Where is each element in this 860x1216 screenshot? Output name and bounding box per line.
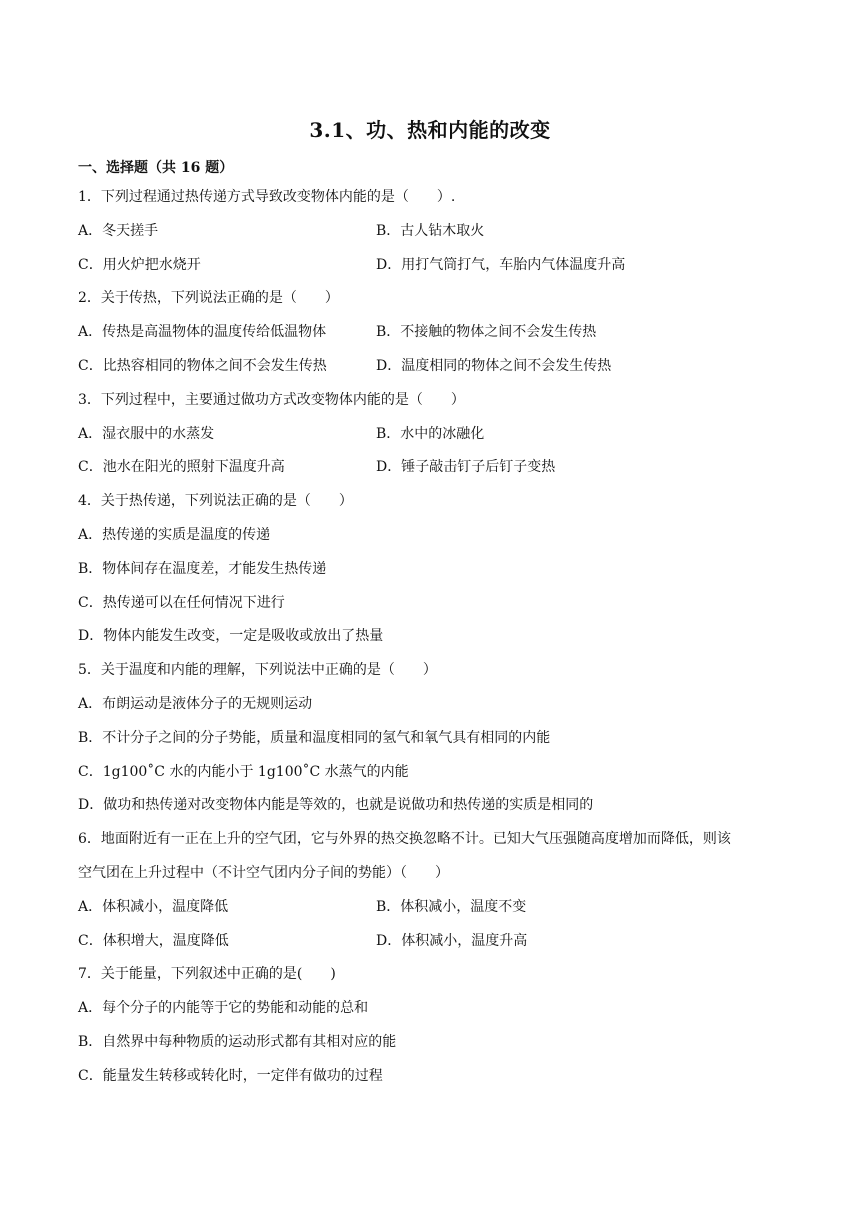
option-row xyxy=(78,891,788,925)
option-c: C．体积增大，温度降低 xyxy=(78,932,229,949)
option-c: C．池水在阳光的照射下温度升高 xyxy=(78,459,285,476)
question-stem: 2．关于传热，下列说法正确的是（ ） xyxy=(78,290,339,307)
option-b: B．不接触的物体之间不会发生传热 xyxy=(376,324,597,341)
option-a: A．体积减小，温度降低 xyxy=(78,898,229,915)
option-c: C．1g100˚C 水的内能小于 1g100˚C 水蒸气的内能 xyxy=(78,763,409,780)
option-b: B．物体间存在温度差，才能发生热传递 xyxy=(78,560,327,577)
question-7 xyxy=(78,958,788,1093)
option-row xyxy=(78,418,788,452)
option-d: D．做功和热传递对改变物体内能是等效的，也就是说做功和热传递的实质是相同的 xyxy=(78,797,594,814)
option-d: D．锤子敲击钉子后钉子变热 xyxy=(376,459,556,476)
option-row xyxy=(78,925,788,959)
question-stem: 5．关于温度和内能的理解，下列说法中正确的是（ ） xyxy=(78,662,437,679)
option-b: B．古人钻木取火 xyxy=(376,222,485,239)
question-stem: 4．关于热传递，下列说法正确的是（ ） xyxy=(78,493,353,510)
option-d: D．物体内能发生改变，一定是吸收或放出了热量 xyxy=(78,628,384,645)
question-stem-continued: 空气团在上升过程中（不计空气团内分子间的势能）（ ） xyxy=(78,864,449,881)
question-list xyxy=(78,181,788,1094)
question-4 xyxy=(78,485,788,654)
option-row xyxy=(78,451,788,485)
option-b: B．不计分子之间的分子势能，质量和温度相同的氢气和氧气具有相同的内能 xyxy=(78,729,551,746)
option-a: A．布朗运动是液体分子的无规则运动 xyxy=(78,695,313,712)
option-row xyxy=(78,350,788,384)
question-2 xyxy=(78,282,788,383)
option-d: D．用打气筒打气，车胎内气体温度升高 xyxy=(376,256,626,273)
option-a: A．传热是高温物体的温度传给低温物体 xyxy=(78,324,327,341)
option-a: A．湿衣服中的水蒸发 xyxy=(78,425,215,442)
document-title: 3.1、功、热和内能的改变 xyxy=(309,118,551,142)
question-3 xyxy=(78,384,788,485)
option-c: C．热传递可以在任何情况下进行 xyxy=(78,594,285,611)
option-row xyxy=(78,249,788,283)
section-heading: 一、选择题（共 16 题） xyxy=(78,160,234,176)
option-c: C．用火炉把水烧开 xyxy=(78,256,201,273)
option-a: A．每个分子的内能等于它的势能和动能的总和 xyxy=(78,1000,369,1017)
option-d: D．体积减小，温度升高 xyxy=(376,932,528,949)
option-row xyxy=(78,215,788,249)
question-stem: 1．下列过程通过热传递方式导致改变物体内能的是（ ）. xyxy=(78,189,456,205)
question-1 xyxy=(78,181,788,282)
question-stem: 7．关于能量，下列叙述中正确的是( ) xyxy=(78,966,336,983)
question-stem: 6．地面附近有一正在上升的空气团，它与外界的热交换忽略不计。已知大气压强随高度增加而降低，则该 xyxy=(78,831,731,848)
question-5 xyxy=(78,654,788,823)
question-6 xyxy=(78,823,788,958)
option-b: B．自然界中每种物质的运动形式都有其相对应的能 xyxy=(78,1033,397,1050)
option-c: C．比热容相同的物体之间不会发生传热 xyxy=(78,357,327,374)
option-d: D．温度相同的物体之间不会发生传热 xyxy=(376,357,612,374)
option-b: B．水中的冰融化 xyxy=(376,425,485,442)
option-a: A．热传递的实质是温度的传递 xyxy=(78,526,271,543)
option-c: C．能量发生转移或转化时，一定伴有做功的过程 xyxy=(78,1067,383,1084)
option-row xyxy=(78,316,788,350)
option-b: B．体积减小，温度不变 xyxy=(376,898,527,915)
question-stem: 3．下列过程中，主要通过做功方式改变物体内能的是（ ） xyxy=(78,391,465,408)
option-a: A．冬天搓手 xyxy=(78,222,159,239)
